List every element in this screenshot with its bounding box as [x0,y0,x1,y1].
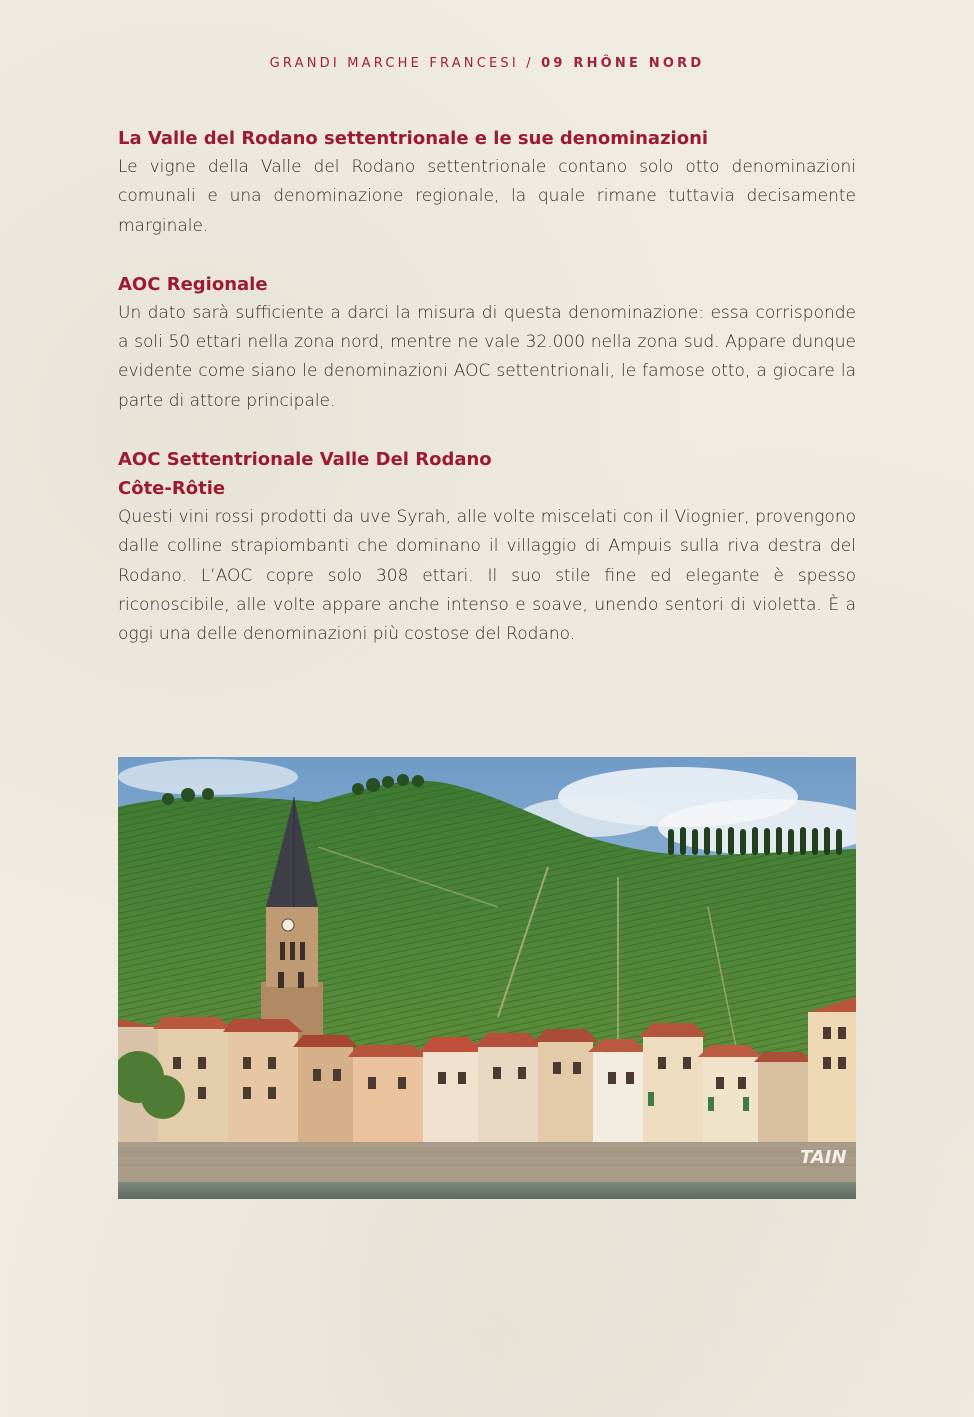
section-text-cote-rotie: Questi vini rossi prodotti da uve Syrah, alle volte miscelati con il Viognier, provengono dalle colline strapiombanti che dominano il villaggio di Ampuis sulla riva destra del Rodano. L’AOC copre solo 308 ettari. Il suo stile fine ed elegante è spesso riconoscibile, alle volte appare anche intenso e soave, unendo sentori di violetta. È a oggi una delle denominazioni più costose del Rodano. [118,507,856,645]
header-collection: GRANDI MARCHE FRANCESI [269,56,519,71]
section-title-aoc-settentrionale: AOC Settentrionale Valle Del Rodano [118,449,492,471]
header-section: 09 RHÔNE NORD [541,56,705,71]
section-title-valle: La Valle del Rodano settentrionale e le sue denominazioni [118,128,709,149]
village-vineyard-photo [118,757,856,1199]
section-text-valle: Le vigne della Valle del Rodano settentrionale contano solo otto denominazioni comunali e una denominazione regionale, la quale rimane tuttavia decisamente marginale. [118,157,856,236]
header-separator: / [518,56,542,71]
wall-lettering: TAIN [800,1147,847,1168]
section-subtitle-cote-rotie: Côte-Rôtie [118,478,226,500]
section-text-aoc-regionale: Un dato sarà sufficiente a darci la misura di questa denominazione: essa corrisponde a soli 50 ettari nella zona nord, mentre ne vale 32.000 nella zona sud. Appare dunque evidente come siano le denominazioni AOC settentrionali, le famose otto, a giocare la parte di attore principale. [118,302,856,411]
section-title-aoc-regionale: AOC Regionale [118,273,268,295]
article-body [118,124,856,650]
running-header [0,56,974,71]
